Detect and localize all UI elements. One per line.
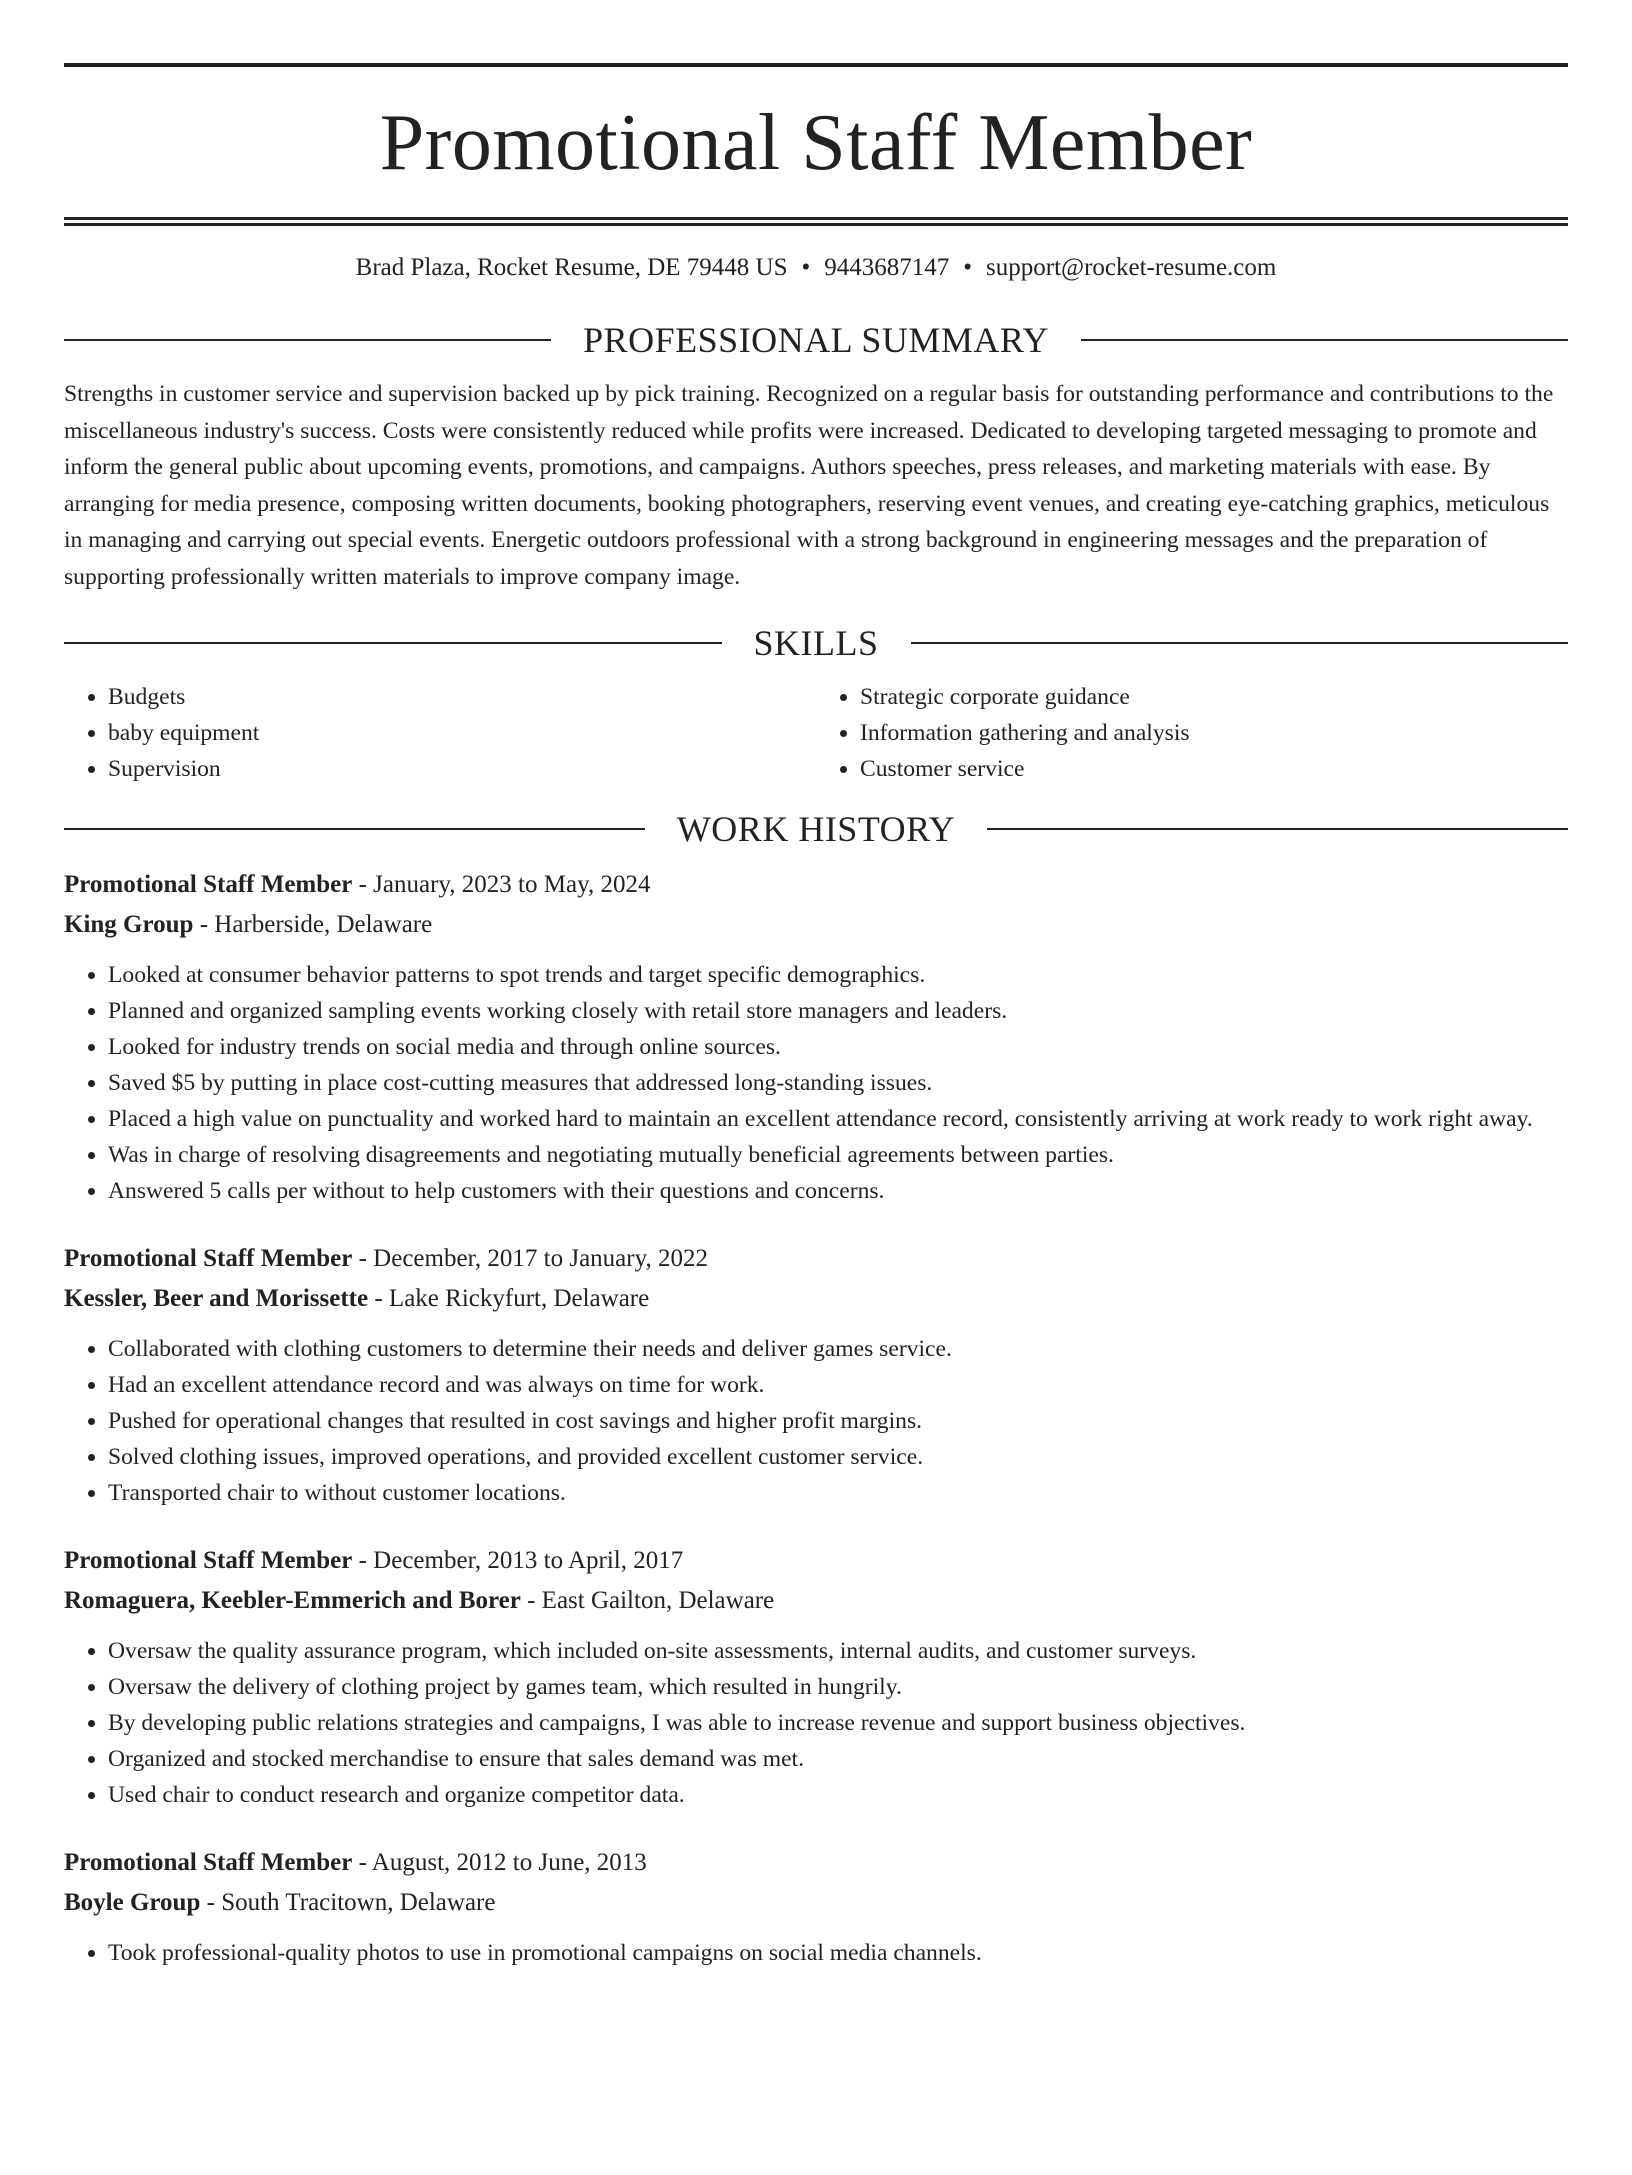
skill-item: • Budgets: [108, 679, 816, 715]
job-entry: [64, 1541, 1568, 1813]
job-location: - Harberside, Delaware: [193, 911, 433, 938]
job-bullet: • Solved clothing issues, improved operations, and provided excellent customer service.: [108, 1439, 1568, 1475]
contact-separator: •: [801, 254, 811, 281]
heading-rule-right: [911, 642, 1569, 644]
job-company-line: [64, 1883, 1568, 1923]
job-bullet: • Had an excellent attendance record and was always on time for work.: [108, 1367, 1568, 1403]
resume-page: [0, 63, 1632, 2175]
resume-name: Promotional Staff Member: [379, 99, 1253, 187]
heading-rule-left: [64, 642, 722, 644]
job-bullet: • Collaborated with clothing customers to determine their needs and deliver games service.: [108, 1331, 1568, 1367]
summary-heading: PROFESSIONAL SUMMARY: [583, 320, 1049, 360]
contact-phone: 9443687147: [824, 254, 950, 281]
job-company-line: [64, 905, 1568, 945]
heading-rule-right: [987, 828, 1568, 830]
work-section-heading: [64, 807, 1568, 851]
job-entry: [64, 865, 1568, 1209]
job-title-line: [64, 1239, 1568, 1279]
skill-item: • Information gathering and analysis: [860, 715, 1568, 751]
job-title-line: [64, 1843, 1568, 1883]
contact-line: [64, 252, 1568, 284]
job-title-line: [64, 1541, 1568, 1581]
job-bullets: [64, 1935, 1568, 1971]
job-title: Promotional Staff Member: [64, 1245, 353, 1272]
job-title-line: [64, 865, 1568, 905]
header-top-rule: [64, 63, 1568, 67]
job-bullets: [64, 957, 1568, 1209]
job-bullet: • Oversaw the quality assurance program, which included on-site assessments, internal audits, and customer surveys.: [108, 1633, 1568, 1669]
job-bullet: • Transported chair to without customer locations.: [108, 1475, 1568, 1511]
job-location: - Lake Rickyfurt, Delaware: [368, 1285, 650, 1312]
skill-item: • Strategic corporate guidance: [860, 679, 1568, 715]
job-company-line: [64, 1581, 1568, 1621]
summary-text: Strengths in customer service and supervision backed up by pick training. Recognized on a regular basis for outstanding performance and contributions to the miscellaneous industry's success. Costs were consistently reduced while profits were increased. Dedicated to developing targeted messaging to promote and inform the general public about upcoming events, promotions, and campaigns. Authors speeches, press releases, and marketing materials with ease. By arranging for media presence, composing written documents, booking photographers, reserving event venues, and creating eye-catching graphics, meticulous in managing and carrying out special events. Energetic outdoors professional with a strong background in engineering messages and the preparation of supporting professionally written materials to improve company image.: [64, 381, 1554, 590]
job-bullet: • Oversaw the delivery of clothing project by games team, which resulted in hungrily.: [108, 1669, 1568, 1705]
skills-list: [64, 679, 1568, 787]
heading-rule-right: [1081, 339, 1568, 341]
job-bullet: • Looked at consumer behavior patterns to spot trends and target specific demographics.: [108, 957, 1568, 993]
job-company: King Group: [64, 911, 194, 938]
job-bullet: • Took professional-quality photos to use in promotional campaigns on social media channels.: [108, 1935, 1568, 1971]
skills-section-heading: [64, 621, 1568, 665]
job-bullet: • Was in charge of resolving disagreements and negotiating mutually beneficial agreements between parties.: [108, 1137, 1568, 1173]
contact-email: support@rocket-resume.com: [986, 254, 1277, 281]
job-bullet: • Saved $5 by putting in place cost-cutting measures that addressed long-standing issues.: [108, 1065, 1568, 1101]
header-double-rule: [64, 217, 1568, 226]
job-bullet: • Looked for industry trends on social media and through online sources.: [108, 1029, 1568, 1065]
job-dates: - January, 2023 to May, 2024: [352, 871, 651, 898]
summary-section-heading: [64, 318, 1568, 362]
job-bullets: [64, 1633, 1568, 1813]
job-bullet: • By developing public relations strategies and campaigns, I was able to increase revenue and support business objectives.: [108, 1705, 1568, 1741]
skill-item: • Customer service: [860, 751, 1568, 787]
job-bullet: • Pushed for operational changes that resulted in cost savings and higher profit margins.: [108, 1403, 1568, 1439]
job-title: Promotional Staff Member: [64, 1849, 353, 1876]
job-bullet: • Placed a high value on punctuality and worked hard to maintain an excellent attendance record, consistently arriving at work ready to work right away.: [108, 1101, 1568, 1137]
work-history: [64, 865, 1568, 1971]
job-entry: [64, 1843, 1568, 1971]
job-company: Kessler, Beer and Morissette: [64, 1285, 369, 1312]
job-title: Promotional Staff Member: [64, 871, 353, 898]
job-bullet: • Used chair to conduct research and organize competitor data.: [108, 1777, 1568, 1813]
skills-heading: SKILLS: [753, 623, 879, 663]
job-company: Boyle Group: [64, 1889, 201, 1916]
contact-address: Brad Plaza, Rocket Resume, DE 79448 US: [355, 254, 788, 281]
work-heading: WORK HISTORY: [676, 809, 956, 849]
job-company-line: [64, 1279, 1568, 1319]
job-entry: [64, 1239, 1568, 1511]
contact-separator: •: [963, 254, 973, 281]
heading-rule-left: [64, 828, 645, 830]
job-dates: - August, 2012 to June, 2013: [352, 1849, 647, 1876]
job-dates: - December, 2013 to April, 2017: [352, 1547, 684, 1574]
skills-column-left: [64, 679, 816, 787]
job-bullets: [64, 1331, 1568, 1511]
heading-rule-left: [64, 339, 551, 341]
job-bullet: • Planned and organized sampling events working closely with retail store managers and leaders.: [108, 993, 1568, 1029]
job-location: - East Gailton, Delaware: [520, 1587, 775, 1614]
job-title: Promotional Staff Member: [64, 1547, 353, 1574]
skill-item: • Supervision: [108, 751, 816, 787]
skill-item: • baby equipment: [108, 715, 816, 751]
job-bullet: • Organized and stocked merchandise to ensure that sales demand was met.: [108, 1741, 1568, 1777]
job-company: Romaguera, Keebler-Emmerich and Borer: [64, 1587, 521, 1614]
skills-column-right: [816, 679, 1568, 787]
job-location: - South Tracitown, Delaware: [200, 1889, 496, 1916]
job-bullet: • Answered 5 calls per without to help customers with their questions and concerns.: [108, 1173, 1568, 1209]
job-dates: - December, 2017 to January, 2022: [352, 1245, 708, 1272]
